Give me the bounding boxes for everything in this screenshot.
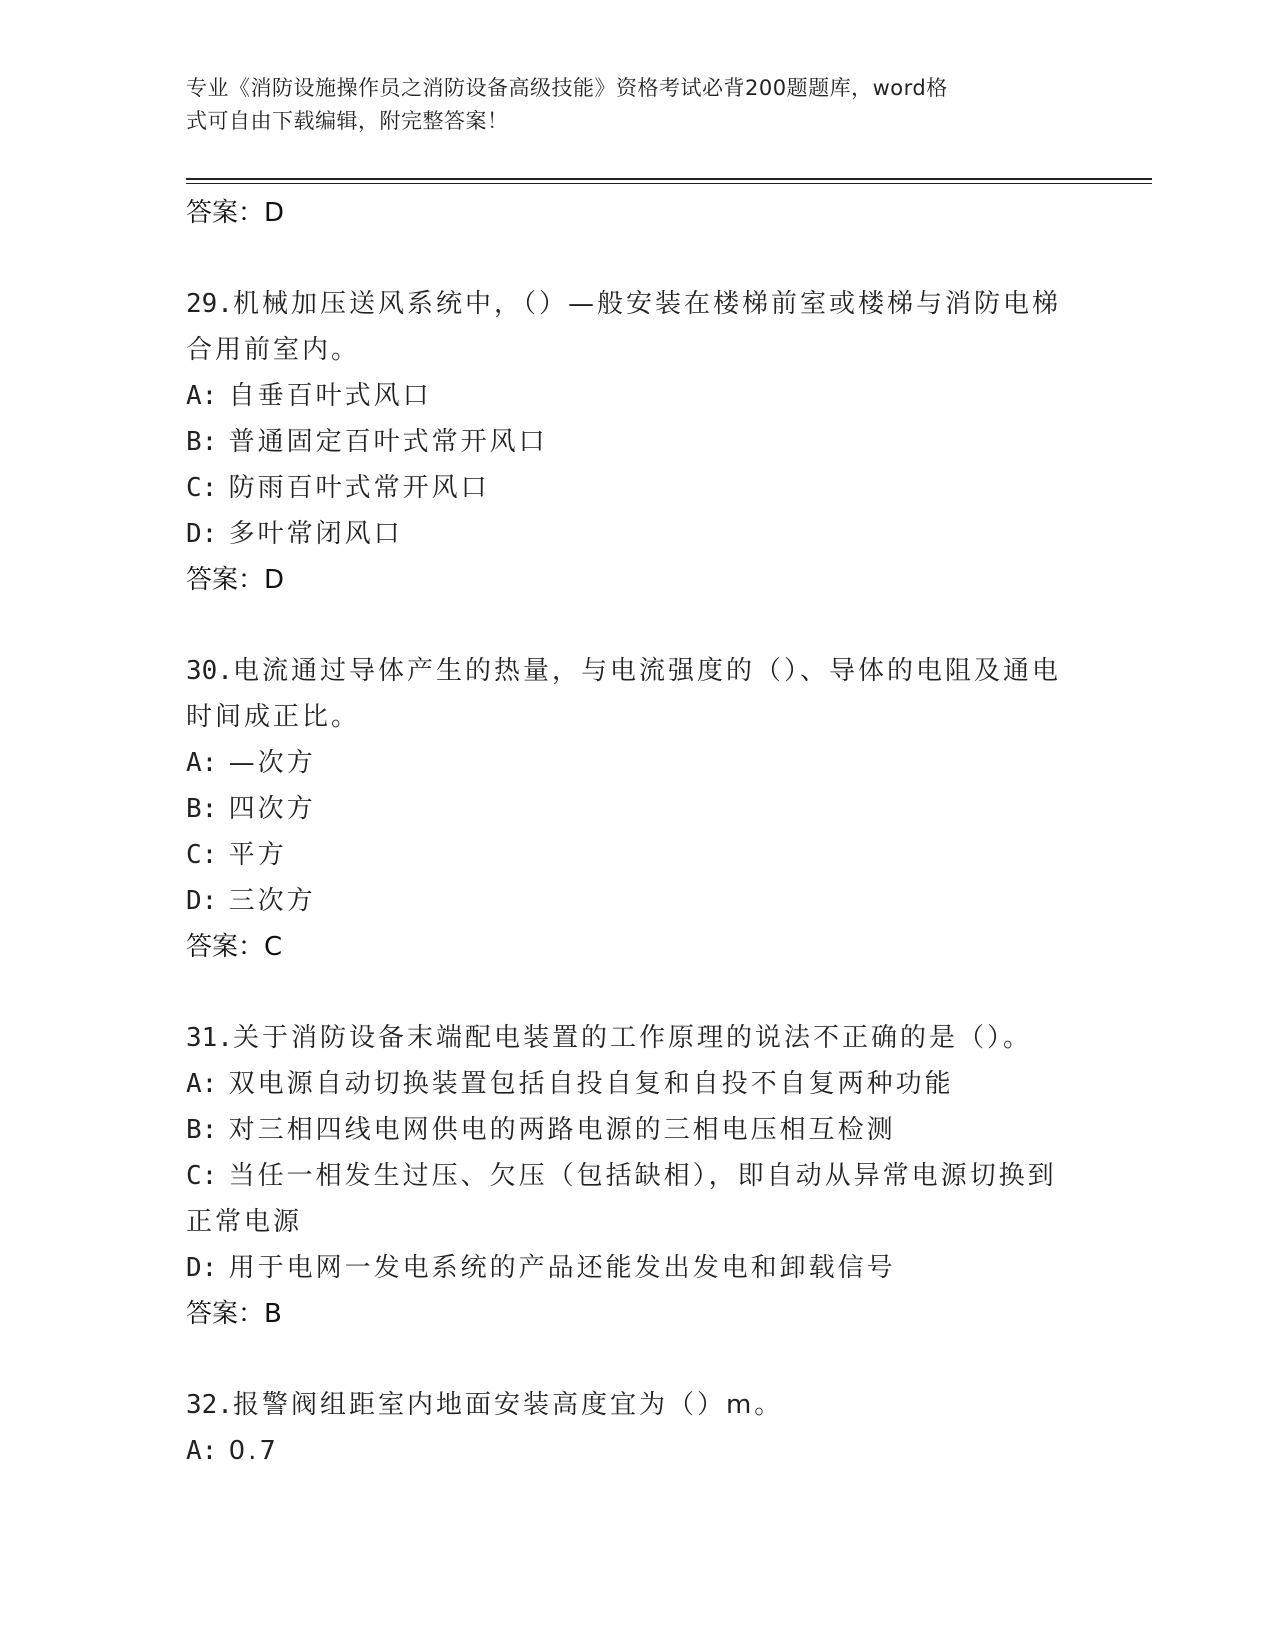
option-key: C:	[186, 840, 218, 870]
option-d	[186, 511, 1086, 557]
answer-31: 答案：B	[186, 1299, 282, 1329]
option-text: 三次方	[228, 886, 316, 916]
question-stem	[186, 648, 1086, 694]
option-text: 双电源自动切换装置包括自投自复和自投不自复两种功能	[228, 1069, 954, 1099]
option-text: 用于电网一发电系统的产品还能发出发电和卸载信号	[228, 1253, 896, 1283]
option-text: 对三相四线电网供电的两路电源的三相电压相互检测	[228, 1115, 896, 1145]
question-stem	[186, 281, 1086, 327]
option-key: C:	[186, 1161, 218, 1191]
question-number: 32.	[186, 1390, 233, 1420]
question-list	[186, 190, 1086, 1474]
stem-text: 电流通过导体产生的热量，与电流强度的（）、导体的电阻及通电	[232, 656, 1061, 686]
option-c	[186, 1153, 1086, 1199]
question-number: 30.	[186, 656, 233, 686]
document-header	[186, 72, 1086, 138]
option-c	[186, 832, 1086, 878]
question-32	[186, 1382, 1086, 1474]
option-c	[186, 465, 1086, 511]
question-30	[186, 648, 1086, 970]
header-line-2: 式可自由下载编辑，附完整答案！	[186, 109, 509, 133]
question-number: 29.	[186, 289, 233, 319]
stem-text: 关于消防设备末端配电装置的工作原理的说法不正确的是（）。	[232, 1023, 1032, 1053]
option-a	[186, 373, 1086, 419]
option-text: 防雨百叶式常开风口	[228, 473, 490, 503]
option-key: D:	[186, 519, 218, 549]
option-key: C:	[186, 473, 218, 503]
option-b	[186, 1107, 1086, 1153]
stem-text: 机械加压送风系统中，（）—般安装在楼梯前室或楼梯与消防电梯	[232, 289, 1061, 319]
answer-29: 答案：D	[186, 565, 285, 595]
question-stem	[186, 1015, 1086, 1061]
answer-28: 答案：D	[186, 198, 285, 228]
option-key: B:	[186, 794, 218, 824]
option-text: 平方	[228, 840, 287, 870]
option-key: A:	[186, 1436, 218, 1466]
option-c-continuation: 正常电源	[186, 1207, 303, 1237]
option-key: A:	[186, 748, 218, 778]
option-a	[186, 1428, 1086, 1474]
stem-text: 报警阀组距室内地面安装高度宜为（）m。	[232, 1390, 784, 1420]
question-stem	[186, 1382, 1086, 1428]
option-key: B:	[186, 1115, 218, 1145]
option-b	[186, 786, 1086, 832]
option-key: D:	[186, 1253, 218, 1283]
header-divider	[186, 178, 1152, 184]
header-line-1: 专业《消防设施操作员之消防设备高级技能》资格考试必背200题题库，word格	[186, 76, 948, 100]
stem-continuation: 合用前室内。	[186, 335, 361, 365]
stem-continuation: 时间成正比。	[186, 702, 361, 732]
answer-30: 答案：C	[186, 932, 283, 962]
option-key: A:	[186, 1069, 218, 1099]
option-text: —次方	[228, 748, 316, 778]
option-key: B:	[186, 427, 218, 457]
option-d	[186, 878, 1086, 924]
option-a	[186, 1061, 1086, 1107]
option-text: 自垂百叶式风口	[228, 381, 432, 411]
option-key: A:	[186, 381, 218, 411]
option-key: D:	[186, 886, 218, 916]
option-d	[186, 1245, 1086, 1291]
option-text: 普通固定百叶式常开风口	[228, 427, 548, 457]
option-text: 四次方	[228, 794, 316, 824]
option-text: 0.7	[228, 1436, 279, 1466]
option-b	[186, 419, 1086, 465]
option-text: 多叶常闭风口	[228, 519, 403, 549]
question-29	[186, 281, 1086, 603]
option-a	[186, 740, 1086, 786]
question-31	[186, 1015, 1086, 1337]
option-text: 当任一相发生过压、欠压（包括缺相），即自动从异常电源切换到	[228, 1161, 1057, 1191]
question-number: 31.	[186, 1023, 233, 1053]
